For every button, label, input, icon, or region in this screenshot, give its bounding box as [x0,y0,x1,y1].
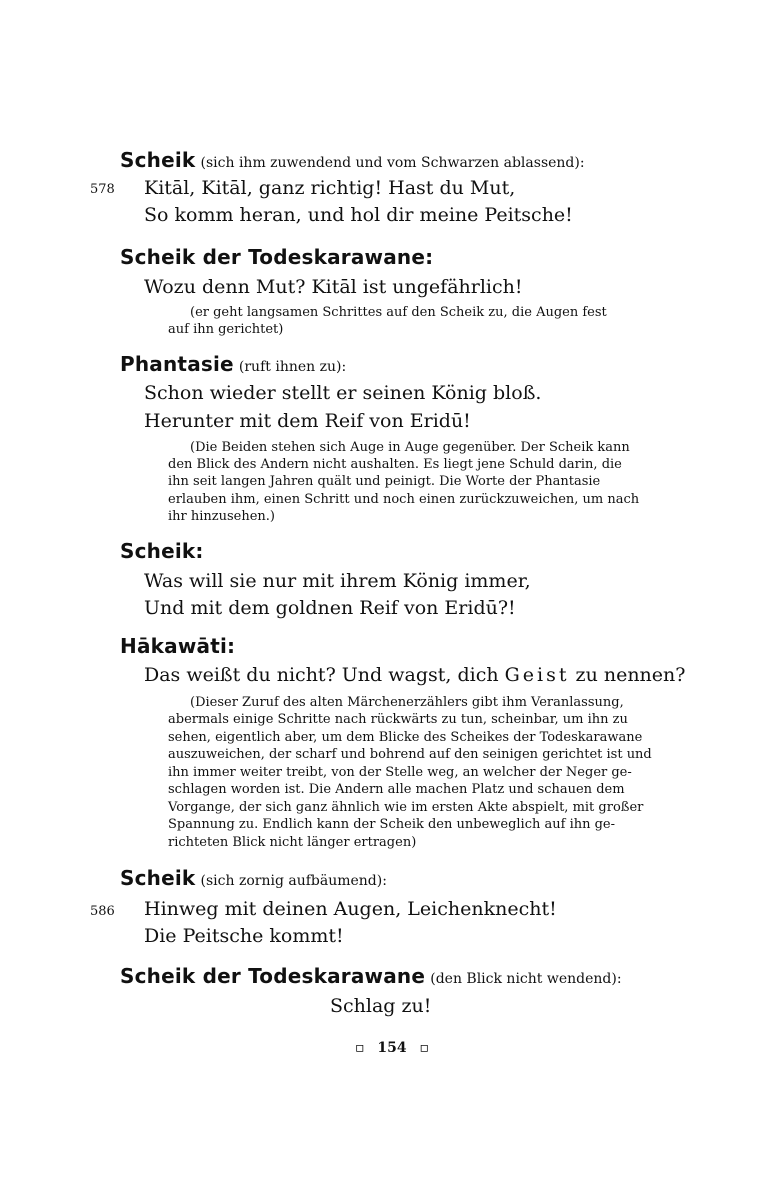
stage-direction-line: (Die Beiden stehen sich Auge in Auge gegenüber. Der Scheik kann [190,440,630,455]
speaker-name: Phantasie [120,352,234,376]
speech-heading [120,148,585,172]
stage-direction-line: auf ihn gerichtet) [168,322,284,337]
stage-direction-line: Spannung zu. Endlich kann der Scheik den unbeweglich auf ihn ge- [168,817,616,832]
stage-direction-line: erlauben ihm, einen Schritt und noch einen zurückzuweichen, um nach [168,492,640,507]
speaker-name: Scheik [120,148,196,172]
stage-direction-line: auszuweichen, der scharf und bohrend auf den seinigen gerichtet ist und [168,747,652,762]
verse-line: Kitāl, Kitāl, ganz richtig! Hast du Mut, [144,177,516,199]
verse-line [144,664,685,686]
stage-direction-line: abermals einige Schritte nach rückwärts zu tun, scheinbar, um ihn zu [168,712,628,727]
stage-direction-inline: (sich zornig aufbäumend): [200,873,387,889]
ornament-icon: ▫ [355,1040,365,1056]
verse-line: Was will sie nur mit ihrem König immer, [144,570,531,592]
verse-line: Schlag zu! [330,995,432,1017]
line-number: 578 [90,182,115,197]
page-number: 154 [377,1040,407,1056]
verse-line: So komm heran, und hol dir meine Peitsche! [144,204,573,226]
stage-direction-line: den Blick des Andern nicht aushalten. Es liegt jene Schuld darin, die [168,457,622,472]
verse-line: Herunter mit dem Reif von Eridū! [144,410,471,432]
stage-direction-line: ihr hinzusehen.) [168,509,276,524]
stage-direction-line: Vorgange, der sich ganz ähnlich wie im ersten Akte abspielt, mit großer [168,800,644,815]
verse-emphasis: Geist [504,664,570,686]
speaker-name: Scheik: [120,539,204,563]
stage-direction-inline: (ruft ihnen zu): [238,359,347,375]
speaker-name: Hākawāti: [120,634,236,658]
stage-direction-line: schlagen worden ist. Die Andern alle machen Platz und schauen dem [168,782,625,797]
stage-direction-line: sehen, eigentlich aber, um dem Blicke des Scheikes der Todeskarawane [168,730,643,745]
stage-direction-line: (er geht langsamen Schrittes auf den Scheik zu, die Augen fest [190,305,607,320]
speech-heading [120,866,387,890]
verse-line: Und mit dem goldnen Reif von Eridū?! [144,597,516,619]
page-footer [355,1040,429,1056]
speaker-name: Scheik [120,866,196,890]
stage-direction-line: (Dieser Zuruf des alten Märchenerzählers gibt ihm Veranlassung, [190,695,624,710]
speech-heading [120,964,622,988]
verse-text: Das weißt du nicht? Und wagst, dich [144,664,505,686]
stage-direction-line: ihn immer weiter treibt, von der Stelle weg, an welcher der Neger ge- [168,765,632,780]
speech-heading [120,352,346,376]
speech-heading [120,634,235,658]
stage-direction-line: richteten Blick nicht länger ertragen) [168,835,417,850]
stage-direction-line: ihn seit langen Jahren quält und peinigt. Die Worte der Phantasie [168,474,601,489]
speech-heading [120,539,204,563]
line-number: 586 [90,904,115,919]
speech-heading [120,245,433,269]
ornament-icon: ▫ [419,1040,429,1056]
speaker-name: Scheik der Todeskarawane: [120,245,434,269]
verse-line: Die Peitsche kommt! [144,925,344,947]
stage-direction-inline: (sich ihm zuwendend und vom Schwarzen ablassend): [200,155,585,171]
verse-text: zu nennen? [569,664,686,686]
verse-line: Hinweg mit deinen Augen, Leichenknecht! [144,898,557,920]
verse-line: Schon wieder stellt er seinen König bloß. [144,382,542,404]
verse-line: Wozu denn Mut? Kitāl ist ungefährlich! [144,276,523,298]
stage-direction-inline: (den Blick nicht wendend): [430,971,622,987]
speaker-name: Scheik der Todeskarawane [120,964,426,988]
